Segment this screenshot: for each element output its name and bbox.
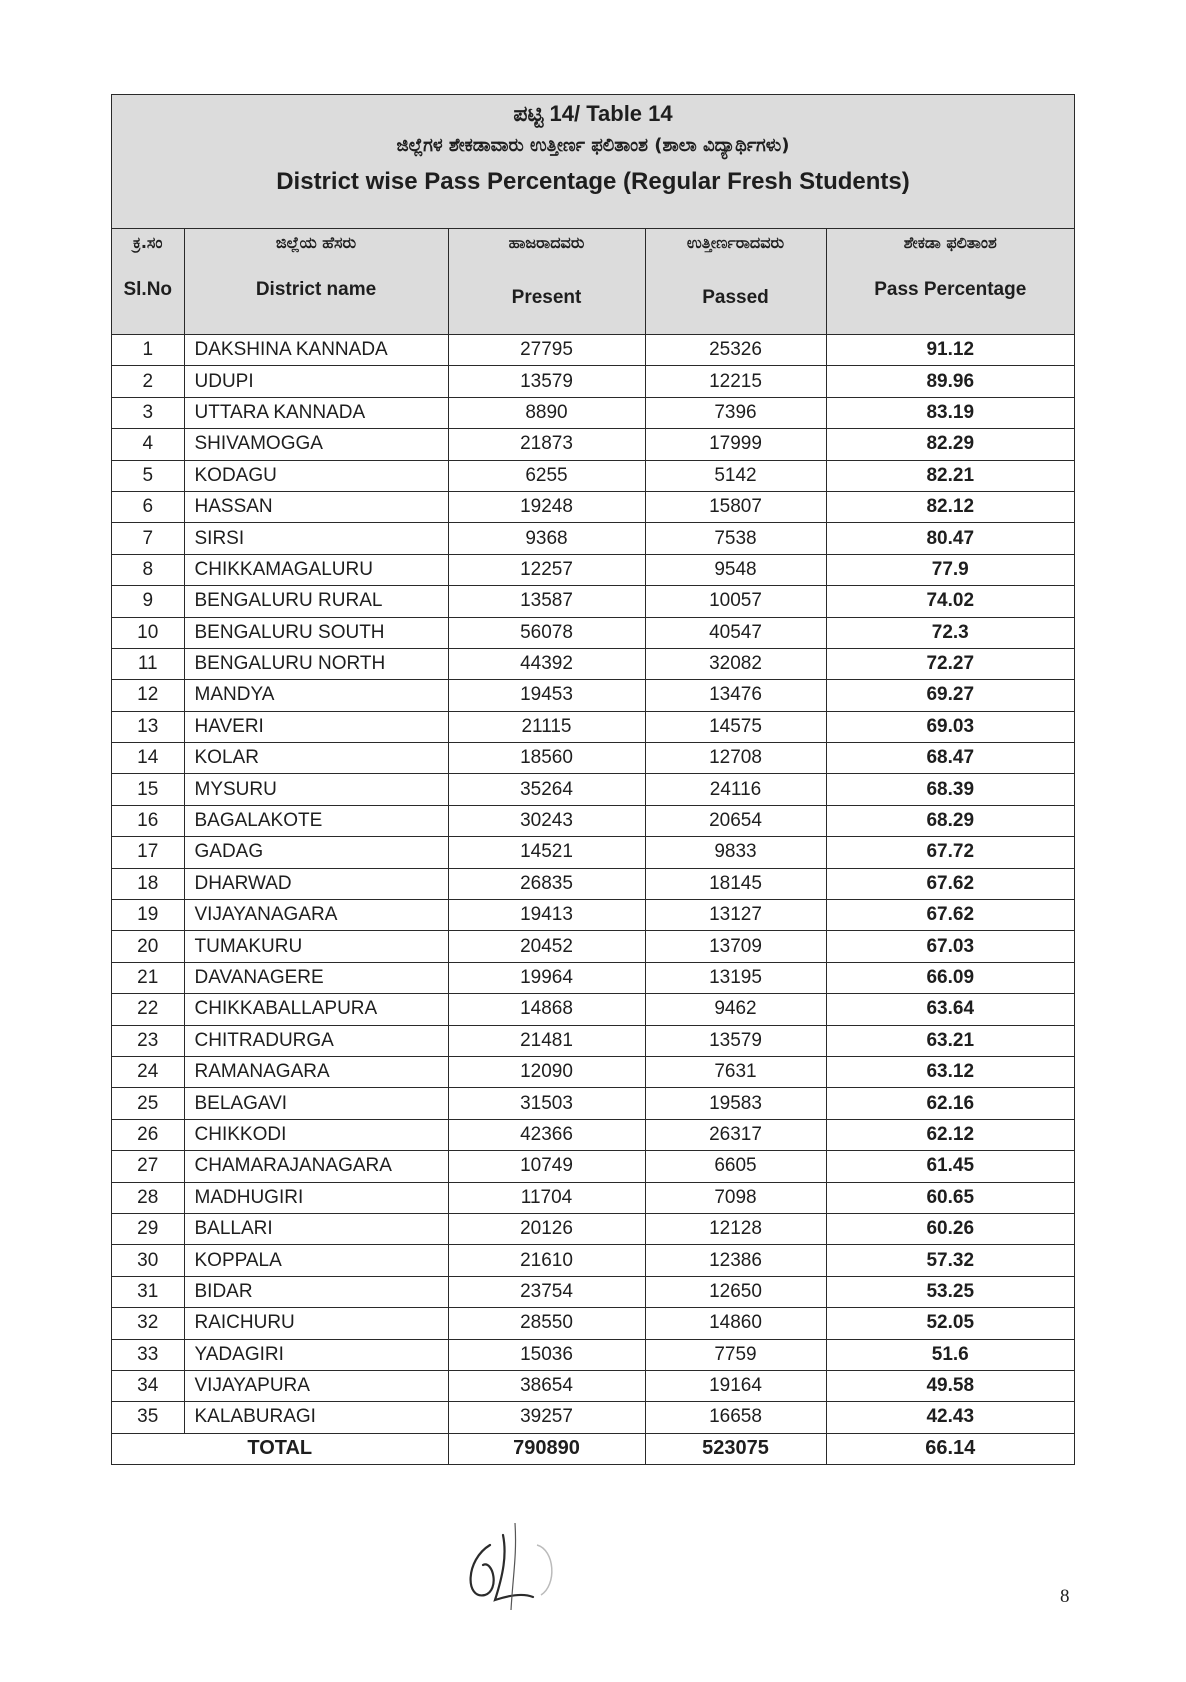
row-passed: 6605	[645, 1151, 826, 1182]
row-passed: 18145	[645, 868, 826, 899]
row-pass-percentage: 67.62	[826, 900, 1074, 931]
total-present: 790890	[448, 1433, 645, 1464]
row-present: 21610	[448, 1245, 645, 1276]
row-district-name: KODAGU	[184, 460, 448, 491]
row-district-name: CHIKKABALLAPURA	[184, 994, 448, 1025]
row-district-name: YADAGIRI	[184, 1339, 448, 1370]
row-present: 21873	[448, 429, 645, 460]
row-slno: 9	[112, 586, 184, 617]
total-passed: 523075	[645, 1433, 826, 1464]
row-passed: 7098	[645, 1182, 826, 1213]
row-pass-percentage: 42.43	[826, 1402, 1074, 1433]
row-slno: 34	[112, 1370, 184, 1401]
row-present: 20452	[448, 931, 645, 962]
row-district-name: BIDAR	[184, 1276, 448, 1307]
row-present: 18560	[448, 743, 645, 774]
table-row	[112, 962, 1074, 993]
header-slno-kannada: ಕ್ರ.ಸಂ	[132, 233, 163, 252]
table-row	[112, 554, 1074, 585]
row-present: 19453	[448, 680, 645, 711]
total-row	[112, 1433, 1074, 1464]
row-pass-percentage: 60.26	[826, 1213, 1074, 1244]
row-pass-percentage: 72.27	[826, 648, 1074, 679]
row-present: 13579	[448, 366, 645, 397]
row-present: 31503	[448, 1088, 645, 1119]
page-number: 8	[1060, 1586, 1070, 1607]
row-passed: 12708	[645, 743, 826, 774]
row-slno: 26	[112, 1119, 184, 1150]
row-present: 21481	[448, 1025, 645, 1056]
header-present	[448, 229, 645, 335]
row-slno: 23	[112, 1025, 184, 1056]
row-slno: 33	[112, 1339, 184, 1370]
row-present: 56078	[448, 617, 645, 648]
header-slno	[112, 229, 184, 335]
row-pass-percentage: 83.19	[826, 397, 1074, 428]
table-title-english: District wise Pass Percentage (Regular Fresh Students)	[276, 168, 910, 195]
row-pass-percentage: 77.9	[826, 554, 1074, 585]
table-row	[112, 1245, 1074, 1276]
row-district-name: UDUPI	[184, 366, 448, 397]
row-present: 26835	[448, 868, 645, 899]
row-district-name: CHIKKAMAGALURU	[184, 554, 448, 585]
row-pass-percentage: 62.12	[826, 1119, 1074, 1150]
row-present: 35264	[448, 774, 645, 805]
row-pass-percentage: 67.62	[826, 868, 1074, 899]
row-pass-percentage: 49.58	[826, 1370, 1074, 1401]
row-pass-percentage: 66.09	[826, 962, 1074, 993]
row-pass-percentage: 69.03	[826, 711, 1074, 742]
header-row	[112, 229, 1074, 335]
row-passed: 9548	[645, 554, 826, 585]
row-passed: 14575	[645, 711, 826, 742]
row-pass-percentage: 53.25	[826, 1276, 1074, 1307]
row-pass-percentage: 82.21	[826, 460, 1074, 491]
table-title-block	[112, 95, 1074, 229]
row-district-name: BENGALURU SOUTH	[184, 617, 448, 648]
row-present: 21115	[448, 711, 645, 742]
row-pass-percentage: 74.02	[826, 586, 1074, 617]
row-slno: 28	[112, 1182, 184, 1213]
row-pass-percentage: 69.27	[826, 680, 1074, 711]
row-pass-percentage: 80.47	[826, 523, 1074, 554]
row-present: 39257	[448, 1402, 645, 1433]
table-row	[112, 1308, 1074, 1339]
row-district-name: BAGALAKOTE	[184, 805, 448, 836]
header-name-english: District name	[255, 279, 377, 300]
header-passed-kannada: ಉತ್ತೀರ್ಣರಾದವರು	[686, 233, 785, 252]
table-row	[112, 1276, 1074, 1307]
row-pass-percentage: 91.12	[826, 335, 1074, 366]
row-slno: 5	[112, 460, 184, 491]
table-row	[112, 523, 1074, 554]
row-passed: 15807	[645, 491, 826, 522]
row-district-name: SHIVAMOGGA	[184, 429, 448, 460]
row-slno: 16	[112, 805, 184, 836]
header-pct-english: Pass Percentage	[874, 279, 1027, 300]
row-passed: 24116	[645, 774, 826, 805]
row-pass-percentage: 68.39	[826, 774, 1074, 805]
header-passed	[645, 229, 826, 335]
table-row	[112, 1088, 1074, 1119]
header-district-name	[184, 229, 448, 335]
row-pass-percentage: 57.32	[826, 1245, 1074, 1276]
row-slno: 14	[112, 743, 184, 774]
row-present: 11704	[448, 1182, 645, 1213]
row-district-name: DHARWAD	[184, 868, 448, 899]
row-district-name: BELAGAVI	[184, 1088, 448, 1119]
row-district-name: HAVERI	[184, 711, 448, 742]
row-present: 19964	[448, 962, 645, 993]
header-present-english: Present	[511, 287, 582, 308]
row-pass-percentage: 61.45	[826, 1151, 1074, 1182]
handwritten-signature	[455, 1515, 575, 1615]
row-present: 13587	[448, 586, 645, 617]
table-row	[112, 1213, 1074, 1244]
row-present: 19248	[448, 491, 645, 522]
table-row	[112, 335, 1074, 366]
row-district-name: VIJAYAPURA	[184, 1370, 448, 1401]
row-pass-percentage: 72.3	[826, 617, 1074, 648]
row-slno: 32	[112, 1308, 184, 1339]
header-name-kannada: ಜಿಲ್ಲೆಯ ಹೆಸರು	[275, 233, 357, 252]
row-district-name: UTTARA KANNADA	[184, 397, 448, 428]
row-district-name: BENGALURU RURAL	[184, 586, 448, 617]
table-row	[112, 680, 1074, 711]
table-row	[112, 994, 1074, 1025]
header-passed-english: Passed	[702, 287, 769, 308]
row-slno: 10	[112, 617, 184, 648]
row-slno: 31	[112, 1276, 184, 1307]
row-passed: 7759	[645, 1339, 826, 1370]
table-row	[112, 648, 1074, 679]
row-slno: 8	[112, 554, 184, 585]
row-passed: 5142	[645, 460, 826, 491]
header-present-kannada: ಹಾಜರಾದವರು	[508, 233, 585, 252]
row-passed: 19583	[645, 1088, 826, 1119]
table-title-kannada: ಜಿಲ್ಲೆಗಳ ಶೇಕಡಾವಾರು ಉತ್ತೀರ್ಣ ಫಲಿತಾಂಶ (ಶಾಲಾ ವಿದ್ಯಾರ್ಥಿಗಳು)	[396, 135, 790, 156]
row-slno: 15	[112, 774, 184, 805]
row-pass-percentage: 67.72	[826, 837, 1074, 868]
row-present: 6255	[448, 460, 645, 491]
row-passed: 16658	[645, 1402, 826, 1433]
row-passed: 7538	[645, 523, 826, 554]
row-slno: 7	[112, 523, 184, 554]
row-passed: 26317	[645, 1119, 826, 1150]
row-pass-percentage: 82.29	[826, 429, 1074, 460]
row-district-name: KALABURAGI	[184, 1402, 448, 1433]
table-row	[112, 1182, 1074, 1213]
row-slno: 4	[112, 429, 184, 460]
table-row	[112, 900, 1074, 931]
row-present: 14868	[448, 994, 645, 1025]
table-row	[112, 1402, 1074, 1433]
row-passed: 13195	[645, 962, 826, 993]
row-pass-percentage: 60.65	[826, 1182, 1074, 1213]
row-district-name: CHAMARAJANAGARA	[184, 1151, 448, 1182]
row-passed: 10057	[645, 586, 826, 617]
row-district-name: MYSURU	[184, 774, 448, 805]
row-present: 8890	[448, 397, 645, 428]
total-label: TOTAL	[112, 1433, 448, 1464]
table-row	[112, 1370, 1074, 1401]
row-present: 15036	[448, 1339, 645, 1370]
row-pass-percentage: 51.6	[826, 1339, 1074, 1370]
row-present: 23754	[448, 1276, 645, 1307]
row-slno: 13	[112, 711, 184, 742]
row-slno: 2	[112, 366, 184, 397]
row-district-name: VIJAYANAGARA	[184, 900, 448, 931]
row-slno: 20	[112, 931, 184, 962]
row-slno: 25	[112, 1088, 184, 1119]
table-row	[112, 1056, 1074, 1087]
row-present: 30243	[448, 805, 645, 836]
row-passed: 9833	[645, 837, 826, 868]
header-pass-percentage	[826, 229, 1074, 335]
table-row	[112, 1025, 1074, 1056]
row-slno: 6	[112, 491, 184, 522]
row-passed: 12386	[645, 1245, 826, 1276]
row-slno: 1	[112, 335, 184, 366]
table-row	[112, 1151, 1074, 1182]
row-present: 42366	[448, 1119, 645, 1150]
row-passed: 12215	[645, 366, 826, 397]
table-row	[112, 397, 1074, 428]
table-row	[112, 366, 1074, 397]
row-pass-percentage: 89.96	[826, 366, 1074, 397]
row-present: 14521	[448, 837, 645, 868]
row-slno: 17	[112, 837, 184, 868]
row-passed: 32082	[645, 648, 826, 679]
row-pass-percentage: 68.29	[826, 805, 1074, 836]
row-pass-percentage: 52.05	[826, 1308, 1074, 1339]
row-district-name: SIRSI	[184, 523, 448, 554]
row-district-name: DAVANAGERE	[184, 962, 448, 993]
row-passed: 13127	[645, 900, 826, 931]
row-slno: 22	[112, 994, 184, 1025]
row-passed: 12128	[645, 1213, 826, 1244]
row-slno: 24	[112, 1056, 184, 1087]
table-row	[112, 711, 1074, 742]
row-district-name: GADAG	[184, 837, 448, 868]
row-district-name: MADHUGIRI	[184, 1182, 448, 1213]
table-row	[112, 931, 1074, 962]
row-pass-percentage: 63.64	[826, 994, 1074, 1025]
row-passed: 19164	[645, 1370, 826, 1401]
row-present: 9368	[448, 523, 645, 554]
row-present: 12257	[448, 554, 645, 585]
row-slno: 3	[112, 397, 184, 428]
row-present: 28550	[448, 1308, 645, 1339]
row-passed: 7396	[645, 397, 826, 428]
table-row	[112, 868, 1074, 899]
row-slno: 11	[112, 648, 184, 679]
results-table-frame	[111, 94, 1075, 1465]
row-passed: 20654	[645, 805, 826, 836]
row-district-name: BENGALURU NORTH	[184, 648, 448, 679]
header-slno-english: Sl.No	[123, 279, 173, 300]
row-passed: 13709	[645, 931, 826, 962]
table-row	[112, 460, 1074, 491]
row-passed: 13579	[645, 1025, 826, 1056]
row-present: 38654	[448, 1370, 645, 1401]
row-passed: 14860	[645, 1308, 826, 1339]
row-present: 19413	[448, 900, 645, 931]
row-district-name: CHITRADURGA	[184, 1025, 448, 1056]
total-pass-percentage: 66.14	[826, 1433, 1074, 1464]
row-present: 27795	[448, 335, 645, 366]
row-pass-percentage: 63.12	[826, 1056, 1074, 1087]
row-pass-percentage: 82.12	[826, 491, 1074, 522]
table-row	[112, 586, 1074, 617]
row-present: 10749	[448, 1151, 645, 1182]
row-district-name: MANDYA	[184, 680, 448, 711]
row-pass-percentage: 63.21	[826, 1025, 1074, 1056]
row-slno: 19	[112, 900, 184, 931]
table-row	[112, 837, 1074, 868]
table-body	[112, 335, 1074, 1434]
row-district-name: HASSAN	[184, 491, 448, 522]
table-row	[112, 774, 1074, 805]
row-pass-percentage: 68.47	[826, 743, 1074, 774]
table-row	[112, 429, 1074, 460]
row-passed: 12650	[645, 1276, 826, 1307]
row-passed: 9462	[645, 994, 826, 1025]
table-row	[112, 805, 1074, 836]
row-slno: 29	[112, 1213, 184, 1244]
table-row	[112, 1339, 1074, 1370]
header-pct-kannada: ಶೇಕಡಾ ಫಲಿತಾಂಶ	[903, 233, 997, 252]
row-slno: 27	[112, 1151, 184, 1182]
row-slno: 35	[112, 1402, 184, 1433]
row-passed: 25326	[645, 335, 826, 366]
row-slno: 30	[112, 1245, 184, 1276]
row-district-name: BALLARI	[184, 1213, 448, 1244]
row-slno: 12	[112, 680, 184, 711]
district-pass-table	[112, 229, 1074, 1464]
row-pass-percentage: 62.16	[826, 1088, 1074, 1119]
row-passed: 7631	[645, 1056, 826, 1087]
row-slno: 21	[112, 962, 184, 993]
row-slno: 18	[112, 868, 184, 899]
row-passed: 17999	[645, 429, 826, 460]
row-district-name: KOLAR	[184, 743, 448, 774]
row-present: 20126	[448, 1213, 645, 1244]
row-district-name: RAICHURU	[184, 1308, 448, 1339]
row-present: 44392	[448, 648, 645, 679]
row-district-name: RAMANAGARA	[184, 1056, 448, 1087]
table-row	[112, 491, 1074, 522]
row-pass-percentage: 67.03	[826, 931, 1074, 962]
row-district-name: TUMAKURU	[184, 931, 448, 962]
row-district-name: DAKSHINA KANNADA	[184, 335, 448, 366]
table-row	[112, 1119, 1074, 1150]
row-passed: 13476	[645, 680, 826, 711]
row-passed: 40547	[645, 617, 826, 648]
table-row	[112, 743, 1074, 774]
row-district-name: CHIKKODI	[184, 1119, 448, 1150]
table-number: ಪಟ್ಟಿ 14/ Table 14	[513, 101, 673, 126]
table-row	[112, 617, 1074, 648]
row-district-name: KOPPALA	[184, 1245, 448, 1276]
row-present: 12090	[448, 1056, 645, 1087]
